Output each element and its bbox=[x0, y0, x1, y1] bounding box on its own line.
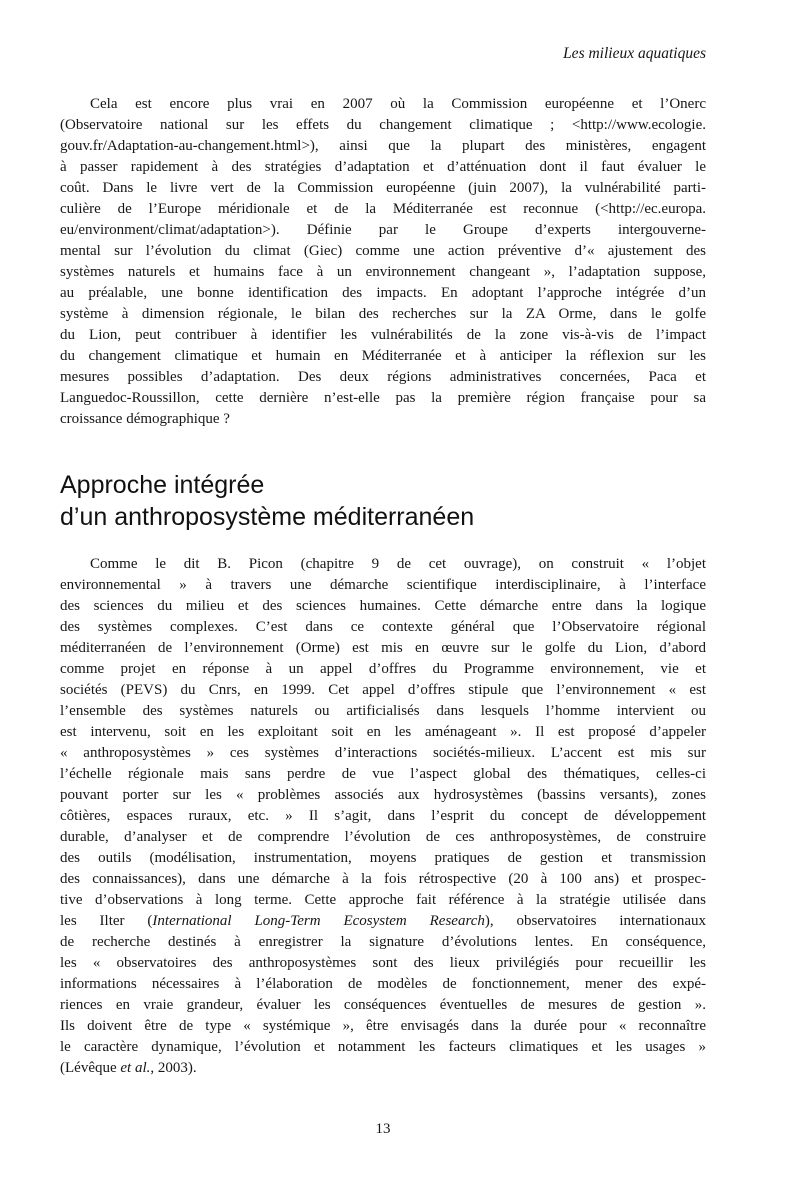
text-segment: (Lévêque bbox=[60, 1060, 121, 1076]
text-line: du changement climatique et humain en Méditerranée et à anticiper la réflexion sur les bbox=[60, 348, 706, 364]
text-line: riences en vraie grandeur, évaluer les conséquences éventuelles de mesures de gestion ». bbox=[60, 997, 706, 1013]
text-line: coût. Dans le livre vert de la Commission européenne (juin 2007), la vulnérabilité parti- bbox=[60, 180, 706, 196]
text-line: des connaissances), dans une démarche à la fois rétrospective (20 à 100 ans) et prospec- bbox=[60, 871, 706, 887]
text-line: Cela est encore plus vrai en 2007 où la Commission européenne et l’Onerc bbox=[90, 96, 706, 112]
text-line: gouv.fr/Adaptation-au-changement.html>), ainsi que la plupart des ministères, engagent bbox=[60, 138, 706, 154]
page-number: 13 bbox=[375, 1121, 391, 1137]
text-line: est intervenu, soit en les exploitant soit en les aménageant ». Il est proposé d’appeler bbox=[60, 724, 706, 740]
text-line: au préalable, une bonne identification des impacts. En adoptant l’approche intégrée d’un bbox=[60, 285, 706, 301]
text-line: sociétés (PEVS) du Cnrs, en 1999. Cet appel d’offres stipule que l’environnement « est bbox=[60, 682, 706, 698]
text-line: le caractère dynamique, l’évolution et notamment les facteurs climatiques et les usages » bbox=[60, 1039, 706, 1055]
text-line bbox=[60, 1058, 706, 1079]
text-segment: ), observatoires internationaux bbox=[484, 913, 707, 929]
text-segment: les Ilter ( bbox=[60, 913, 153, 929]
text-line: informations nécessaires à l’élaboration de modèles de fonctionnement, mener des expé- bbox=[60, 976, 706, 992]
text-line: à passer rapidement à des stratégies d’adaptation et d’atténuation dont il faut évaluer le bbox=[60, 159, 706, 175]
text-segment: , 2003). bbox=[150, 1060, 197, 1076]
text-line: des outils (modélisation, instrumentation, moyens pratiques de gestion et transmission bbox=[60, 850, 706, 866]
text-line: durable, d’analyser et de comprendre l’évolution de ces anthroposystèmes, de construire bbox=[60, 829, 706, 845]
body-paragraph-1 bbox=[60, 94, 706, 430]
text-line: l’ensemble des systèmes naturels ou artificialisés dans lesquels l’homme intervient ou bbox=[60, 703, 706, 719]
text-line: Ils doivent être de type « systémique », être envisagés dans la durée pour « reconnaître bbox=[60, 1018, 706, 1034]
text-line: environnemental » à travers une démarche scientifique interdisciplinaire, à l’interface bbox=[60, 577, 706, 593]
text-line: pouvant porter sur les « problèmes associés aux hydrosystèmes (bassins versants), zones bbox=[60, 787, 706, 803]
text-line: les « observatoires des anthroposystèmes sont des lieux privilégiés pour recueillir les bbox=[60, 955, 706, 971]
text-line: eu/environment/climat/adaptation>). Définie par le Groupe d’experts intergouverne- bbox=[60, 222, 706, 238]
text-line: Languedoc-Roussillon, cette dernière n’est-elle pas la première région française pour sa bbox=[60, 390, 706, 406]
text-line: tive d’observations à long terme. Cette approche fait référence à la stratégie utilisée dans bbox=[60, 892, 706, 908]
running-header: Les milieux aquatiques bbox=[563, 45, 706, 62]
text-line: culière de l’Europe méridionale et de la Méditerranée est reconnue (<http://ec.europa. bbox=[60, 201, 706, 217]
text-line: mental sur l’évolution du climat (Giec) comme une action préventive d’« ajustement des bbox=[60, 243, 706, 259]
text-line: (Observatoire national sur les effets du changement climatique ; <http://www.ecologie. bbox=[60, 117, 706, 133]
text-line: Comme le dit B. Picon (chapitre 9 de cet ouvrage), on construit « l’objet bbox=[90, 556, 706, 572]
text-line: croissance démographique ? bbox=[60, 411, 230, 427]
text-line: système à dimension régionale, le bilan des recherches sur la ZA Orme, dans le golfe bbox=[60, 306, 706, 322]
italic-text-segment: et al. bbox=[120, 1060, 151, 1076]
text-line: comme projet en réponse à un appel d’offres du Programme environnement, vie et bbox=[60, 661, 706, 677]
section-heading bbox=[60, 469, 740, 533]
section-heading-line-2: d’un anthroposystème méditerranéen bbox=[60, 503, 475, 531]
text-line: côtières, espaces ruraux, etc. » Il s’agit, dans l’esprit du concept de développement bbox=[60, 808, 706, 824]
body-paragraph-2 bbox=[60, 554, 706, 1079]
text-line: des systèmes complexes. C’est dans ce contexte général que l’Observatoire régional bbox=[60, 619, 706, 635]
text-line bbox=[60, 911, 706, 932]
text-line: systèmes naturels et humains face à un environnement changeant », l’adaptation suppose, bbox=[60, 264, 706, 280]
text-line: l’échelle régionale mais sans perdre de vue l’aspect global des thématiques, celles-ci bbox=[60, 766, 706, 782]
section-heading-line-1: Approche intégrée bbox=[60, 471, 265, 499]
text-line: de recherche destinés à enregistrer la signature d’évolutions lentes. En conséquence, bbox=[60, 934, 706, 950]
text-line: méditerranéen de l’environnement (Orme) est mis en œuvre sur le golfe du Lion, d’abord bbox=[60, 640, 706, 656]
text-line: « anthroposystèmes » ces systèmes d’interactions sociétés-milieux. L’accent est mis sur bbox=[60, 745, 706, 761]
italic-text-segment: International Long-Term Ecosystem Research bbox=[152, 913, 485, 929]
text-line: du Lion, peut contribuer à identifier les vulnérabilités de la zone vis-à-vis de l’impact bbox=[60, 327, 706, 343]
text-line: mesures possibles d’adaptation. Des deux régions administratives concernées, Paca et bbox=[60, 369, 706, 385]
text-line: des sciences du milieu et des sciences humaines. Cette démarche entre dans la logique bbox=[60, 598, 706, 614]
